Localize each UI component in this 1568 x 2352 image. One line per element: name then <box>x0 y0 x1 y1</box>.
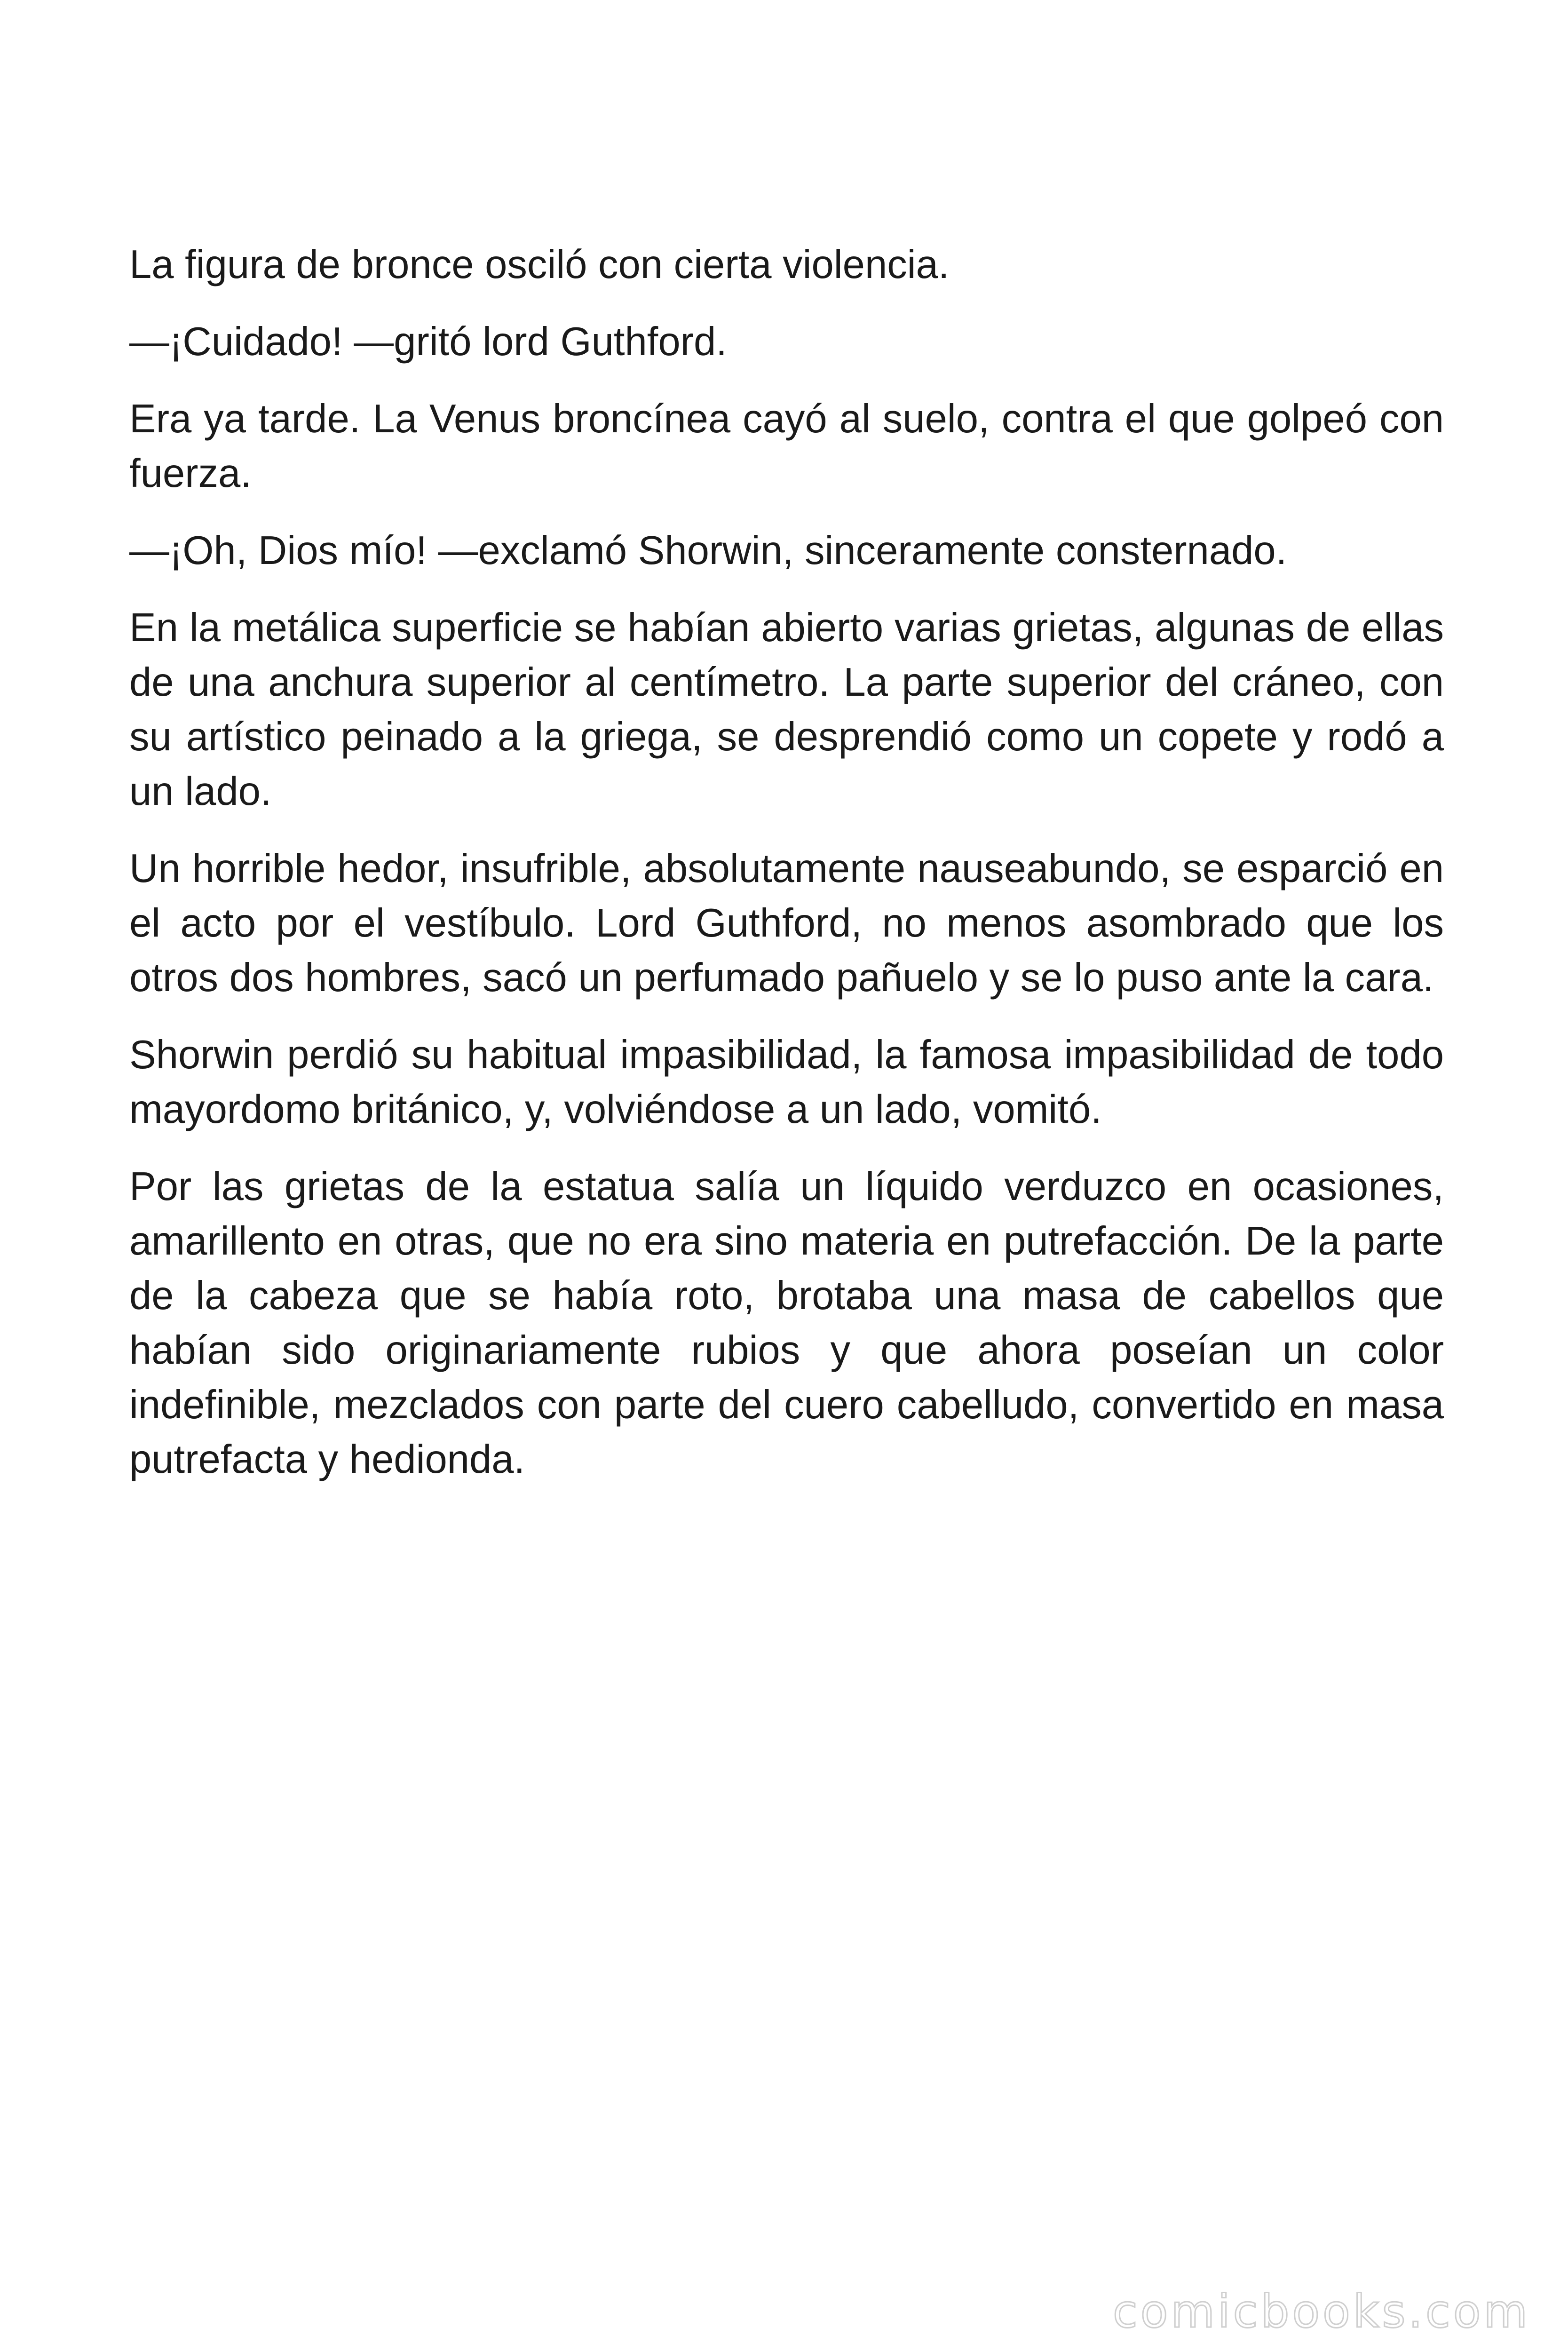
paragraph: Era ya tarde. La Venus broncínea cayó al suelo, contra el que golpeó con fuerza. <box>129 397 1444 496</box>
paragraph: Por las grietas de la estatua salía un líquido verduzco en ocasiones, amarillento en otras, que no era sino materia en putrefacción. De la parte de la cabeza que se había roto, brotaba una masa de cabellos que habían sido originariamente rubios y que ahora poseían un color indefinible, mezclados con parte del cuero cabelludo, convertido en masa putrefacta y hedionda. <box>129 1164 1444 1482</box>
paragraph: Un horrible hedor, insufrible, absolutamente nauseabundo, se esparció en el acto por el vestíbulo. Lord Guthford, no menos asombrado que los otros dos hombres, sacó un perfumado pañuelo y se lo puso ante la cara. <box>129 846 1444 1000</box>
paragraph: En la metálica superficie se habían abierto varias grietas, algunas de ellas de una anchura superior al centímetro. La parte superior del cráneo, con su artístico peinado a la griega, se desprendió como un copete y rodó a un lado. <box>129 605 1444 814</box>
watermark: comicbooks.com <box>1112 2285 1530 2338</box>
paragraph: Shorwin perdió su habitual impasibilidad, la famosa impasibilidad de todo mayordomo británico, y, volviéndose a un lado, vomitó. <box>129 1033 1444 1132</box>
paragraph: La figura de bronce osciló con cierta violencia. <box>129 242 950 287</box>
page-body <box>129 238 1444 1510</box>
paragraph: —¡Cuidado! —gritó lord Guthford. <box>129 319 727 364</box>
paragraph: —¡Oh, Dios mío! —exclamó Shorwin, sinceramente consternado. <box>129 528 1287 573</box>
